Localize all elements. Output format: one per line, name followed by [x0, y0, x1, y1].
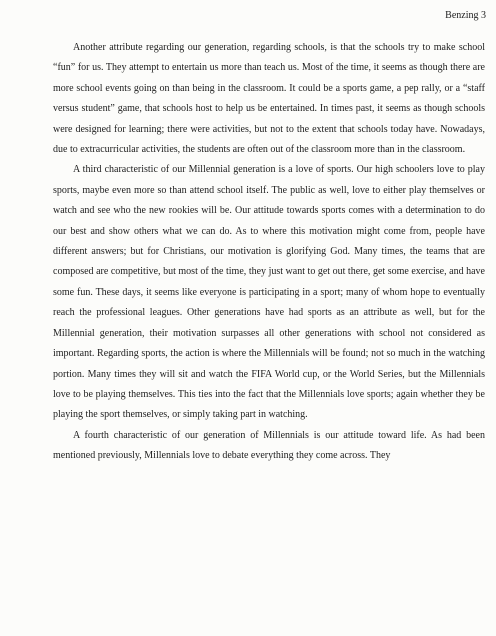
- paragraph-attitude-toward-life: A fourth characteristic of our generation of Millennials is our attitude toward life. As had been mentioned previously, Millennials love to debate everything they come across. They: [53, 429, 485, 462]
- running-head: Benzing 3: [445, 10, 486, 21]
- paragraph-love-of-sports: A third characteristic of our Millennial generation is a love of sports. Our high schoolers love to play sports, maybe even more so than attend school itself. The public as well, love to either play themselves or watch and see who the new rookies will be. Our attitude towards sports comes with a determination to do our best and show others what we can do. As to where this motivation might come from, people have different answers; but for Christians, our motivation is glorifying God. Many times, the teams that are composed are competitive, but most of the time, they just want to get out there, get some exercise, and have some fun. These days, it seems like everyone is participating in a sport; many of whom hope to eventually reach the professional leagues. Other generations have had sports as an attribute as well, but for the Millennial generation, their motivation surpasses all other generations with school not considered as important. Regarding sports, the action is where the Millennials will be found; not so much in the watching portion. Many times they will sit and watch the FIFA World cup, or the World Series, but the Millennials love to be playing themselves. This ties into the fact that the Millennials love sports; again whether they be playing the sport themselves, or simply taking part in watching.: [53, 164, 485, 421]
- essay-body: [53, 38, 485, 467]
- paragraph-school-fun: Another attribute regarding our generation, regarding schools, is that the schools try to make school “fun” for us. They attempt to entertain us more than teach us. Most of the time, it seems as though there are more school events going on than being in the classroom. It could be a sports game, a pep rally, or a “staff versus student” game, that schools host to help us be entertained. In times past, it seems as though schools were designed for learning; there were activities, but not to the extent that schools today have. Nowadays, due to extracurricular activities, the students are often out of the classroom more than in the classroom.: [53, 42, 485, 156]
